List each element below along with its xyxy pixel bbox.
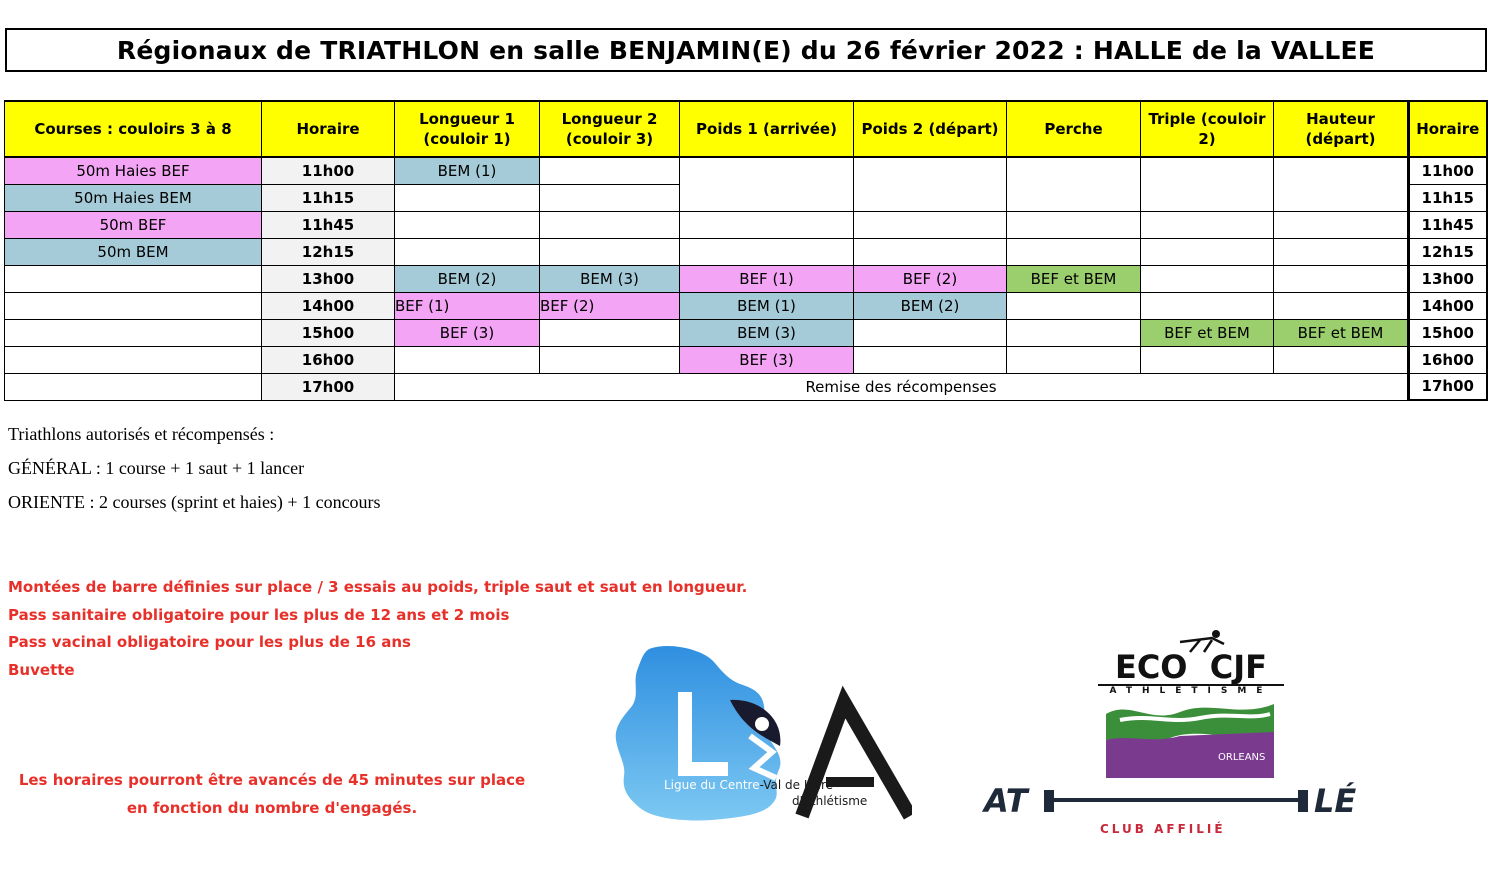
lca-text-2: -Val de Loire bbox=[759, 778, 834, 792]
header-poids2: Poids 2 (départ) bbox=[854, 101, 1007, 157]
time-cell-right: 14h00 bbox=[1409, 292, 1487, 319]
empty-cell bbox=[540, 184, 680, 211]
footer-warning-1: Les horaires pourront être avancés de 45 minutes sur place bbox=[18, 771, 526, 789]
empty-cell bbox=[395, 211, 540, 238]
time-cell: 11h15 bbox=[262, 184, 395, 211]
empty-cell bbox=[854, 346, 1007, 373]
course-cell: 50m BEF bbox=[5, 211, 262, 238]
warning-line-3: Pass vacinal obligatoire pour les plus de 16 ans bbox=[8, 633, 411, 651]
page-title-box bbox=[5, 28, 1487, 72]
athle-right: LÉ bbox=[1314, 782, 1357, 820]
header-hauteur: Hauteur (départ) bbox=[1274, 101, 1409, 157]
empty-cell bbox=[1007, 346, 1141, 373]
time-cell: 12h15 bbox=[262, 238, 395, 265]
empty-cell bbox=[540, 238, 680, 265]
header-courses: Courses : couloirs 3 à 8 bbox=[5, 101, 262, 157]
header-longueur1: Longueur 1 (couloir 1) bbox=[395, 101, 540, 157]
lca-text-1: Ligue du Centre bbox=[664, 778, 760, 792]
header-horaire-right: Horaire bbox=[1409, 101, 1487, 157]
empty-cell bbox=[5, 319, 262, 346]
warning-line-4: Buvette bbox=[8, 661, 75, 679]
empty-cell bbox=[1274, 346, 1409, 373]
table-row bbox=[5, 292, 1487, 319]
empty-cell bbox=[1007, 319, 1141, 346]
time-cell-right: 11h45 bbox=[1409, 211, 1487, 238]
header-triple: Triple (couloir 2) bbox=[1141, 101, 1274, 157]
lca-logo bbox=[612, 640, 912, 822]
empty-cell bbox=[540, 211, 680, 238]
empty-cell bbox=[540, 319, 680, 346]
poids2-cell: BEF (2) bbox=[854, 265, 1007, 292]
empty-cell bbox=[1141, 238, 1274, 265]
empty-cell bbox=[1007, 238, 1141, 265]
empty-cell bbox=[395, 346, 540, 373]
time-cell-right: 17h00 bbox=[1409, 373, 1487, 400]
lca-text-3: d'Athlétisme bbox=[792, 794, 868, 808]
empty-cell bbox=[5, 346, 262, 373]
empty-cell bbox=[680, 238, 854, 265]
empty-cell bbox=[1141, 211, 1274, 238]
empty-cell bbox=[1007, 211, 1141, 238]
empty-cell bbox=[1274, 211, 1409, 238]
time-cell: 13h00 bbox=[262, 265, 395, 292]
poids1-cell: BEF (1) bbox=[680, 265, 854, 292]
empty-cell bbox=[540, 157, 680, 184]
empty-cell bbox=[5, 292, 262, 319]
note-line-1: Triathlons autorisés et récompensés : bbox=[8, 424, 275, 444]
empty-cell bbox=[1141, 157, 1274, 211]
empty-cell bbox=[1274, 238, 1409, 265]
time-cell-right: 11h15 bbox=[1409, 184, 1487, 211]
warning-line-1: Montées de barre définies sur place / 3 essais au poids, triple saut et saut en longueur. bbox=[8, 578, 748, 596]
empty-cell bbox=[540, 346, 680, 373]
note-line-3: ORIENTE : 2 courses (sprint et haies) + 1 concours bbox=[8, 492, 381, 512]
empty-cell bbox=[680, 211, 854, 238]
empty-cell bbox=[1141, 292, 1274, 319]
longueur1-cell: BEM (1) bbox=[395, 157, 540, 184]
eco-cjf-logo bbox=[1090, 628, 1290, 778]
empty-cell bbox=[1141, 265, 1274, 292]
course-cell: 50m BEM bbox=[5, 238, 262, 265]
athle-logo bbox=[982, 780, 1392, 850]
eco-sub: ATHLETISME bbox=[1098, 684, 1284, 696]
time-cell-right: 12h15 bbox=[1409, 238, 1487, 265]
time-cell-right: 16h00 bbox=[1409, 346, 1487, 373]
empty-cell bbox=[854, 157, 1007, 211]
hauteur-cell: BEF et BEM bbox=[1274, 319, 1409, 346]
table-row bbox=[5, 346, 1487, 373]
triple-cell: BEF et BEM bbox=[1141, 319, 1274, 346]
empty-cell bbox=[1274, 265, 1409, 292]
header-perche: Perche bbox=[1007, 101, 1141, 157]
longueur1-cell: BEF (3) bbox=[395, 319, 540, 346]
time-cell-right: 11h00 bbox=[1409, 157, 1487, 184]
footer-warning-2: en fonction du nombre d'engagés. bbox=[126, 799, 418, 817]
athle-left: AT bbox=[984, 782, 1028, 820]
time-cell: 16h00 bbox=[262, 346, 395, 373]
perche-cell: BEF et BEM bbox=[1007, 265, 1141, 292]
eco-city: ORLEANS bbox=[1218, 752, 1266, 763]
page-title: Régionaux de TRIATHLON en salle BENJAMIN(E) du 26 février 2022 : HALLE de la VALLEE bbox=[116, 35, 1376, 65]
table-row bbox=[5, 238, 1487, 265]
time-cell: 14h00 bbox=[262, 292, 395, 319]
time-cell-right: 13h00 bbox=[1409, 265, 1487, 292]
time-cell: 11h45 bbox=[262, 211, 395, 238]
awards-cell: Remise des récompenses bbox=[395, 373, 1409, 400]
empty-cell bbox=[5, 265, 262, 292]
table-row bbox=[5, 157, 1487, 184]
table-row bbox=[5, 211, 1487, 238]
empty-cell bbox=[1141, 346, 1274, 373]
club-affilie: CLUB AFFILIÉ bbox=[1100, 822, 1226, 836]
empty-cell bbox=[854, 319, 1007, 346]
time-cell: 11h00 bbox=[262, 157, 395, 184]
table-row bbox=[5, 373, 1487, 400]
empty-cell bbox=[1274, 292, 1409, 319]
header-poids1: Poids 1 (arrivée) bbox=[680, 101, 854, 157]
note-line-2: GÉNÉRAL : 1 course + 1 saut + 1 lancer bbox=[8, 458, 305, 478]
table-row bbox=[5, 319, 1487, 346]
empty-cell bbox=[1007, 292, 1141, 319]
empty-cell bbox=[680, 157, 854, 211]
empty-cell bbox=[854, 211, 1007, 238]
header-longueur2: Longueur 2 (couloir 3) bbox=[540, 101, 680, 157]
poids1-cell: BEM (3) bbox=[680, 319, 854, 346]
course-cell: 50m Haies BEF bbox=[5, 157, 262, 184]
empty-cell bbox=[5, 373, 262, 400]
empty-cell bbox=[854, 238, 1007, 265]
poids2-cell: BEM (2) bbox=[854, 292, 1007, 319]
empty-cell bbox=[1274, 157, 1409, 211]
athle-bar-right bbox=[1298, 790, 1308, 812]
athle-line bbox=[1046, 798, 1302, 802]
eco-brand: ECO CJF bbox=[1114, 648, 1268, 686]
empty-cell bbox=[1007, 157, 1141, 211]
header-row bbox=[5, 101, 1487, 157]
empty-cell bbox=[395, 184, 540, 211]
poids1-cell: BEM (1) bbox=[680, 292, 854, 319]
course-cell: 50m Haies BEM bbox=[5, 184, 262, 211]
time-cell: 17h00 bbox=[262, 373, 395, 400]
longueur1-cell: BEM (2) bbox=[395, 265, 540, 292]
table-row bbox=[5, 265, 1487, 292]
time-cell-right: 15h00 bbox=[1409, 319, 1487, 346]
poids1-cell: BEF (3) bbox=[680, 346, 854, 373]
empty-cell bbox=[395, 238, 540, 265]
longueur1-cell: BEF (1) bbox=[395, 292, 540, 319]
header-horaire: Horaire bbox=[262, 101, 395, 157]
longueur2-cell: BEM (3) bbox=[540, 265, 680, 292]
schedule-table bbox=[4, 100, 1488, 401]
longueur2-cell: BEF (2) bbox=[540, 292, 680, 319]
warning-line-2: Pass sanitaire obligatoire pour les plus de 12 ans et 2 mois bbox=[8, 606, 510, 624]
time-cell: 15h00 bbox=[262, 319, 395, 346]
